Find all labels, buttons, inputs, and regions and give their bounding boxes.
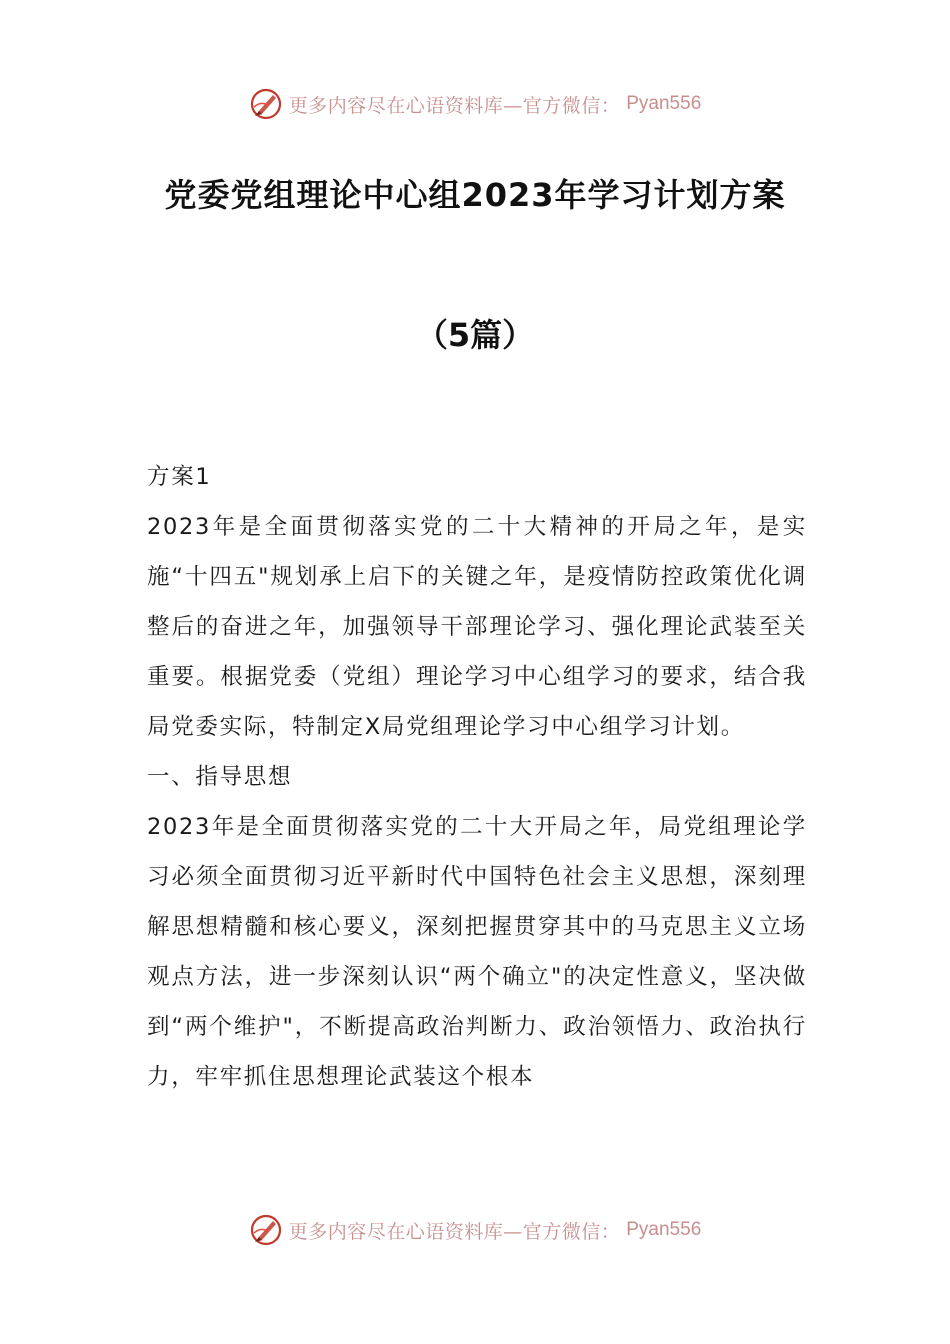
pen-logo-icon bbox=[249, 87, 283, 121]
document-title: 党委党组理论中心组2023年学习计划方案 bbox=[164, 176, 786, 214]
paragraph-intro: 2023年是全面贯彻落实党的二十大精神的开局之年，是实施“十四五"规划承上启下的关键之年，是疫情防控政策优化调整后的奋进之年，加强领导干部理论学习、强化理论武装至关重要。根据党委（党组）理论学习中心组学习的要求，结合我局党委实际，特制定X局党组理论学习中心组学习计划。 bbox=[147, 514, 807, 740]
document-subtitle: （5篇） bbox=[415, 316, 535, 354]
footer-watermark bbox=[0, 1210, 950, 1250]
document-body bbox=[147, 452, 807, 1102]
watermark-text: 更多内容尽在心语资料库—官方微信： bbox=[288, 94, 621, 117]
pen-logo-icon bbox=[249, 1213, 283, 1247]
watermark-wechat-id: Pyan556 bbox=[626, 1219, 702, 1240]
watermark-wechat-id: Pyan556 bbox=[626, 93, 702, 114]
header-watermark bbox=[0, 84, 950, 124]
watermark-text: 更多内容尽在心语资料库—官方微信： bbox=[288, 1220, 621, 1243]
section-heading-plan-1: 方案1 bbox=[147, 464, 212, 490]
paragraph-guiding-ideology: 2023年是全面贯彻落实党的二十大开局之年，局党组理论学习必须全面贯彻习近平新时代中国特色社会主义思想，深刻理解思想精髓和核心要义，深刻把握贯穿其中的马克思主义立场观点方法，进一步深刻认识“两个确立"的决定性意义，坚决做到“两个维护"，不断提高政治判断力、政治领悟力、政治执行力，牢牢抓住思想理论武装这个根本 bbox=[147, 814, 807, 1090]
section-heading-guiding-ideology: 一、指导思想 bbox=[147, 764, 293, 790]
